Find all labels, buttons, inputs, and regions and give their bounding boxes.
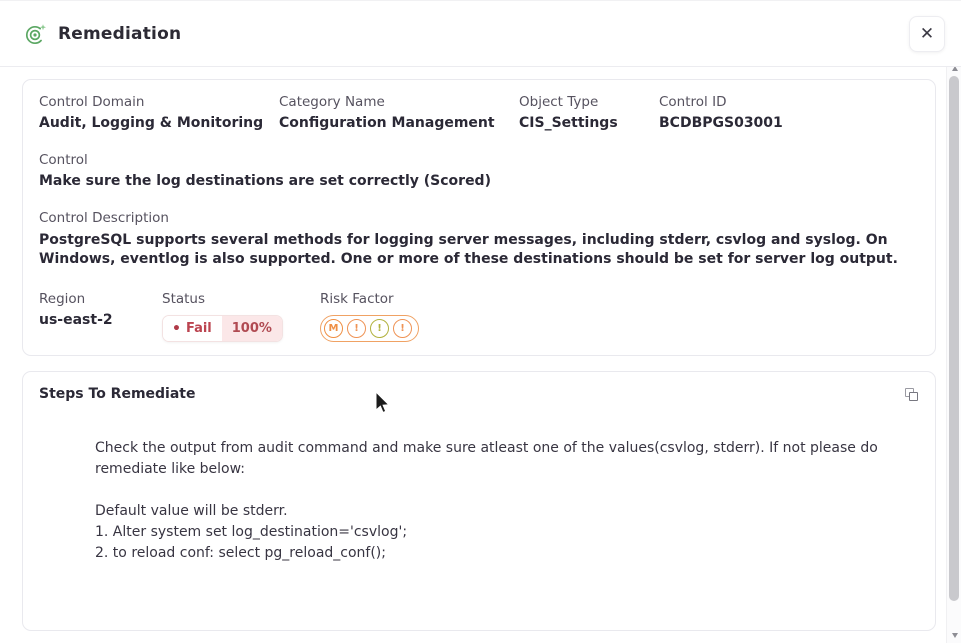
scrollbar-thumb[interactable] (949, 76, 959, 601)
modal-body (0, 67, 946, 643)
steps-commands (95, 501, 879, 564)
status-row (39, 291, 919, 342)
vertical-scrollbar[interactable] (946, 61, 961, 643)
status-fail-segment (163, 316, 222, 341)
field-control (39, 152, 919, 189)
field-label: Status (162, 291, 206, 307)
field-label: Object Type (519, 94, 599, 110)
status-badge (162, 315, 283, 342)
close-button[interactable] (909, 16, 945, 52)
field-value: PostgreSQL supports several methods for logging server messages, including stderr, csvlog and syslog. On Windows, eventlog is also supported. One or more of these destinations should be set for server log output. (39, 232, 898, 267)
field-control-id (659, 94, 919, 131)
field-status (162, 291, 320, 342)
remediation-target-icon (24, 22, 48, 46)
field-risk-factor (320, 291, 419, 342)
field-label: Control (39, 152, 88, 168)
field-control-domain (39, 94, 279, 131)
steps-header (39, 386, 919, 402)
field-region (39, 291, 162, 342)
field-value: BCDBPGS03001 (659, 115, 783, 131)
steps-paragraph: Check the output from audit command and make sure atleast one of the values(csvlog, stderr). If not please do remediate like below: (95, 440, 878, 477)
copy-icon-front (909, 392, 918, 401)
modal-header (0, 2, 961, 67)
risk-warning-icon: ! (370, 319, 389, 338)
field-label: Control ID (659, 94, 727, 110)
steps-body (95, 438, 879, 564)
status-percent: 100% (222, 316, 282, 341)
page-title: Remediation (58, 24, 182, 44)
status-dot-icon: • (172, 320, 181, 337)
scroll-down-button[interactable] (947, 628, 961, 642)
risk-medium-icon: M (324, 319, 343, 338)
field-label: Region (39, 291, 86, 307)
field-category-name (279, 94, 519, 131)
status-text: Fail (185, 321, 212, 336)
field-object-type (519, 94, 659, 131)
control-meta-row (39, 94, 919, 131)
field-label: Control Domain (39, 94, 145, 110)
steps-line: 2. to reload conf: select pg_reload_conf(); (95, 545, 386, 561)
steps-line: Default value will be stderr. (95, 503, 288, 519)
field-value: us-east-2 (39, 312, 113, 328)
field-label: Risk Factor (320, 291, 394, 307)
risk-warning-icon: ! (393, 319, 412, 338)
risk-warning-icon: ! (347, 319, 366, 338)
field-value: CIS_Settings (519, 115, 618, 131)
field-value: Make sure the log destinations are set correctly (Scored) (39, 173, 491, 189)
field-control-description (39, 210, 919, 269)
steps-line: 1. Alter system set log_destination='csvlog'; (95, 524, 408, 540)
steps-title: Steps To Remediate (39, 386, 196, 402)
scroll-down-icon (952, 633, 958, 638)
field-value: Audit, Logging & Monitoring (39, 115, 264, 131)
control-info-card (22, 79, 936, 356)
close-icon: ✕ (919, 24, 935, 43)
field-label: Control Description (39, 210, 169, 226)
field-label: Category Name (279, 94, 385, 110)
steps-card (22, 371, 936, 631)
copy-icon[interactable] (905, 388, 919, 402)
risk-factor-pill (320, 315, 419, 342)
field-value: Configuration Management (279, 115, 495, 131)
